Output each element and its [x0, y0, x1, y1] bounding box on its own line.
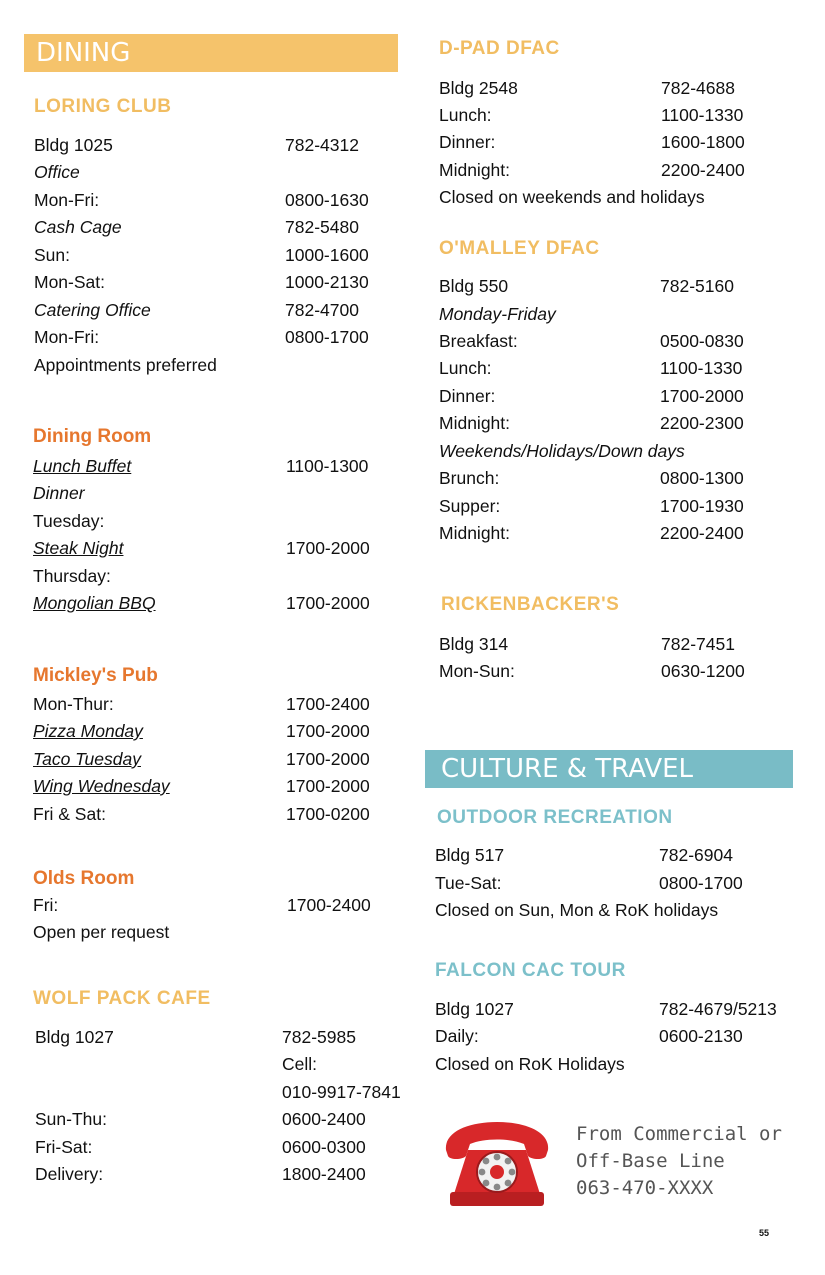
row-value: 1700-2000 [286, 776, 370, 796]
phone-note-line3: 063-470-XXXX [576, 1177, 714, 1199]
row-label: Dinner [33, 483, 85, 503]
row-label: Daily: [435, 1026, 479, 1046]
row-label: Closed on weekends and holidays [439, 187, 705, 207]
row-label: Steak Night [33, 538, 124, 558]
row-value: 1700-2000 [286, 749, 370, 769]
row-label: Fri: [33, 895, 59, 915]
row-value: 0800-1300 [660, 468, 744, 488]
row-label: Taco Tuesday [33, 749, 141, 769]
row-label: Thursday: [33, 566, 111, 586]
row-value: 1100-1330 [660, 358, 743, 378]
row-label: Bldg 550 [439, 276, 509, 296]
phone-note-line2: Off-Base Line [576, 1150, 725, 1172]
row-label: Tuesday: [33, 511, 105, 531]
row-value: 1700-2400 [287, 895, 371, 915]
row-label: Mongolian BBQ [33, 593, 156, 613]
row-value: 2200-2400 [660, 523, 744, 543]
row-label: Mon-Sat: [34, 272, 105, 292]
row-label: Bldg 314 [439, 634, 509, 654]
telephone-icon [440, 1120, 554, 1208]
wolf-pack-cafe-heading: WOLF PACK CAFE [33, 988, 211, 1009]
mickleys-pub-heading: Mickley's Pub [33, 665, 158, 686]
culture-travel-banner: CULTURE & TRAVEL [425, 750, 793, 788]
row-label: Closed on RoK Holidays [435, 1054, 625, 1074]
row-value: 782-4679/5213 [659, 999, 777, 1019]
row-label: Midnight: [439, 160, 511, 180]
row-value: 782-5160 [660, 276, 734, 296]
row-value: 1700-2000 [286, 721, 370, 741]
row-label: Bldg 1027 [35, 1027, 114, 1047]
row-label: Mon-Thur: [33, 694, 114, 714]
row-label: Mon-Fri: [34, 190, 100, 210]
row-label: Bldg 2548 [439, 78, 518, 98]
row-label: Catering Office [34, 300, 151, 320]
row-value: 1600-1800 [661, 132, 745, 152]
row-label: Cash Cage [34, 217, 122, 237]
row-value: 2200-2300 [660, 413, 744, 433]
row-label: Tue-Sat: [435, 873, 502, 893]
row-value: 1700-1930 [660, 496, 744, 516]
row-value: 782-6904 [659, 845, 733, 865]
row-label: Dinner: [439, 386, 496, 406]
omalley-dfac-heading: O'MALLEY DFAC [439, 238, 600, 259]
row-label: Breakfast: [439, 331, 518, 351]
row-value: 1700-0200 [286, 804, 370, 824]
row-label: Bldg 517 [435, 845, 505, 865]
row-value: 1700-2000 [660, 386, 744, 406]
row-value: 1700-2400 [286, 694, 370, 714]
row-label: Lunch Buffet [33, 456, 132, 476]
row-value: 1000-1600 [285, 245, 369, 265]
row-value: 1000-2130 [285, 272, 369, 292]
row-value: 0600-2400 [282, 1109, 366, 1129]
row-label: Closed on Sun, Mon & RoK holidays [435, 900, 719, 920]
row-value: 0600-0300 [282, 1137, 366, 1157]
row-label: Mon-Sun: [439, 661, 515, 681]
row-label: Open per request [33, 922, 170, 942]
loring-club-heading: LORING CLUB [34, 96, 172, 117]
page-number: 55 [759, 1228, 770, 1238]
row-label: Midnight: [439, 413, 511, 433]
row-label: Lunch: [439, 105, 492, 125]
dining-banner: DINING [24, 34, 398, 72]
dpad-dfac-heading: D-PAD DFAC [439, 38, 560, 59]
row-value: 0500-0830 [660, 331, 744, 351]
row-value: 0630-1200 [661, 661, 745, 681]
row-value: Cell: [282, 1054, 318, 1074]
row-label: Sun: [34, 245, 70, 265]
row-label: Appointments preferred [34, 355, 217, 375]
row-value: 1100-1330 [661, 105, 744, 125]
row-label: Brunch: [439, 468, 500, 488]
row-value: 1800-2400 [282, 1164, 366, 1184]
row-label: Bldg 1025 [34, 135, 113, 155]
row-label: Office [34, 162, 80, 182]
dining-room-heading: Dining Room [33, 426, 152, 447]
row-label: Lunch: [439, 358, 492, 378]
row-value: 2200-2400 [661, 160, 745, 180]
row-label: Fri-Sat: [35, 1137, 93, 1157]
falcon-cac-tour-heading: FALCON CAC TOUR [435, 960, 626, 981]
row-value: 0600-2130 [659, 1026, 743, 1046]
row-label: Supper: [439, 496, 501, 516]
row-label: Delivery: [35, 1164, 104, 1184]
row-value: 782-4700 [285, 300, 359, 320]
rickenbackers-heading: RICKENBACKER'S [441, 594, 620, 615]
row-label: Weekends/Holidays/Down days [439, 441, 685, 461]
row-value: 0800-1630 [285, 190, 369, 210]
row-label: Mon-Fri: [34, 327, 100, 347]
row-label: Monday-Friday [439, 304, 556, 324]
row-value: 782-4312 [285, 135, 359, 155]
row-label: Sun-Thu: [35, 1109, 107, 1129]
row-value: 782-5985 [282, 1027, 356, 1047]
row-label: Midnight: [439, 523, 511, 543]
row-label: Dinner: [439, 132, 496, 152]
outdoor-recreation-heading: OUTDOOR RECREATION [437, 807, 673, 828]
row-label: Pizza Monday [33, 721, 143, 741]
row-value: 782-4688 [661, 78, 735, 98]
row-label: Bldg 1027 [435, 999, 514, 1019]
row-label: Wing Wednesday [33, 776, 170, 796]
row-value: 0800-1700 [659, 873, 743, 893]
row-value: 1100-1300 [286, 456, 369, 476]
row-value: 1700-2000 [286, 538, 370, 558]
row-value: 782-5480 [285, 217, 359, 237]
phone-note-line1: From Commercial or [576, 1123, 782, 1145]
row-value: 1700-2000 [286, 593, 370, 613]
row-value: 0800-1700 [285, 327, 369, 347]
olds-room-heading: Olds Room [33, 868, 135, 889]
row-value: 782-7451 [661, 634, 735, 654]
row-label: Fri & Sat: [33, 804, 106, 824]
row-value: 010-9917-7841 [282, 1082, 401, 1102]
